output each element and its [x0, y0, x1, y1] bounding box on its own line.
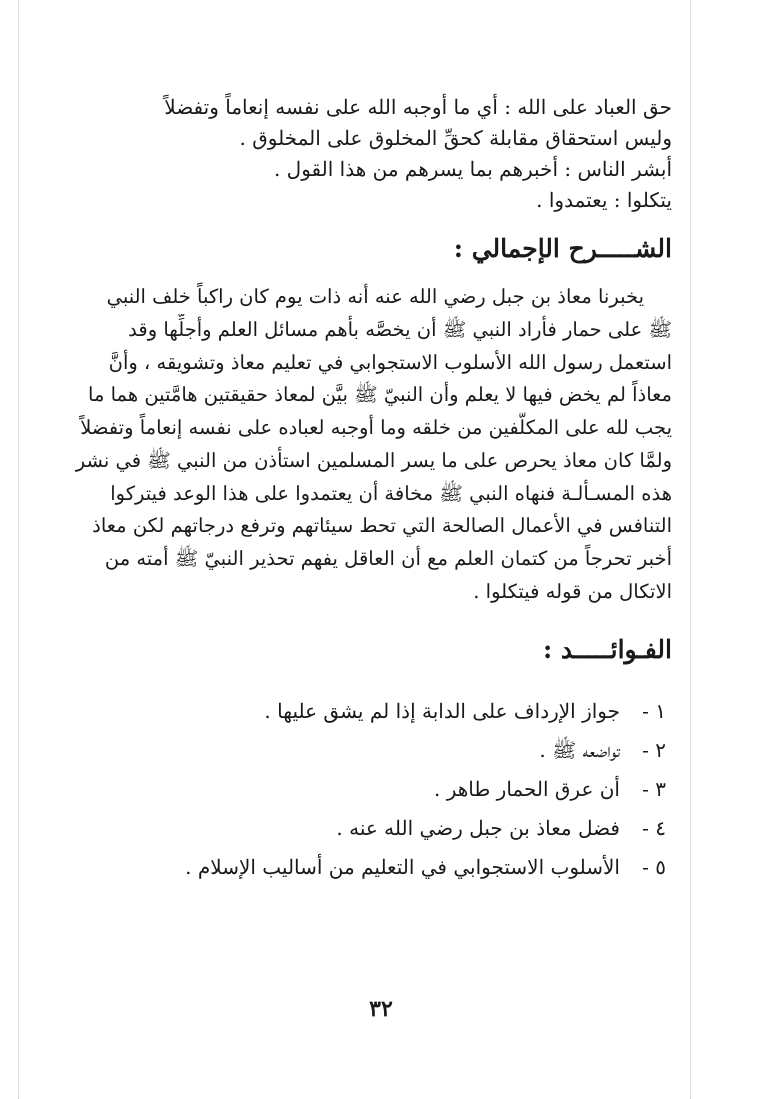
paragraph-line: التنافس في الأعمال الصالحة التي تحط سيئاتهم وترفع درجاتهم لكن معاذ — [92, 514, 672, 538]
definition-line: أبشر الناس : أخبرهم بما يسرهم من هذا القول . — [273, 157, 672, 181]
summary-paragraph — [60, 281, 672, 609]
benefit-item — [60, 692, 672, 731]
paragraph-line: الاتكال من قوله فيتكلوا . — [473, 579, 672, 603]
paragraph-line: هذه المسـألـة فنهاه النبي ﷺ مخافة أن يعتمدوا على هذا الوعد فيتركوا — [110, 481, 672, 505]
benefit-text: جواز الإرداف على الدابة إذا لم يشق عليها . — [264, 698, 620, 723]
benefit-item — [60, 848, 672, 887]
benefit-item — [60, 731, 672, 770]
page-content — [60, 92, 672, 887]
paragraph-line: يجب لله على المكلَّفين من خلقه وما أوجبه لعباده على نفسه إنعاماً وتفضلاً — [80, 416, 672, 439]
benefit-item — [60, 809, 672, 848]
benefit-text: أن عرق الحمار طاهر . — [434, 776, 620, 801]
definitions-block — [60, 92, 672, 216]
benefit-number: ١ - — [642, 698, 666, 723]
paragraph-line: ولمَّا كان معاذ يحرص على ما يسر المسلمين استأذن من النبي ﷺ في نشر — [75, 448, 672, 472]
page-number: ٣٢ — [369, 996, 393, 1022]
definition-line: حق العباد على الله : أي ما أوجبه الله على نفسه إنعاماً وتفضلاً — [164, 95, 672, 119]
summary-heading: الشـــــرح الإجمالي : — [453, 234, 672, 263]
paragraph-line: استعمل رسول الله الأسلوب الاستجوابي في تعليم معاذ وتشويقه ، وأنَّ — [108, 350, 672, 374]
benefits-list — [60, 692, 672, 887]
benefit-number: ٣ - — [642, 776, 666, 801]
benefit-number: ٢ - — [642, 737, 666, 762]
benefit-text: الأسلوب الاستجوابي في التعليم من أساليب الإسلام . — [185, 854, 620, 879]
definition-line: وليس استحقاق مقابلة كحقِّ المخلوق على المخلوق . — [239, 126, 672, 150]
paragraph-line: أخبر تحرجاً من كتمان العلم مع أن العاقل يفهم تحذير النبيّ ﷺ أمته من — [104, 547, 672, 570]
benefit-item — [60, 770, 672, 809]
scan-guide-left — [18, 0, 19, 1099]
benefit-number: ٤ - — [642, 815, 666, 840]
paragraph-line: ﷺ على حمار فأراد النبي ﷺ أن يخصَّه بأهم مسائل العلم وأجلِّها وقد — [128, 317, 672, 341]
benefit-text: تواضعه ﷺ . — [539, 737, 620, 762]
benefits-heading: الفـوائـــــد : — [542, 634, 672, 664]
definition-line: يتكلوا : يعتمدوا . — [536, 188, 672, 212]
benefit-text: فضل معاذ بن جبل رضي الله عنه . — [336, 815, 620, 840]
scan-guide-right — [690, 0, 691, 1099]
paragraph-line: يخبرنا معاذ بن جبل رضي الله عنه أنه ذات يوم كان راكباً خلف النبي — [106, 285, 644, 308]
benefit-number: ٥ - — [642, 854, 666, 879]
paragraph-line: معاذاً لم يخض فيها لا يعلم وأن النبيّ ﷺ بيَّن لمعاذ حقيقتين هامَّتين هما ما — [88, 383, 672, 407]
